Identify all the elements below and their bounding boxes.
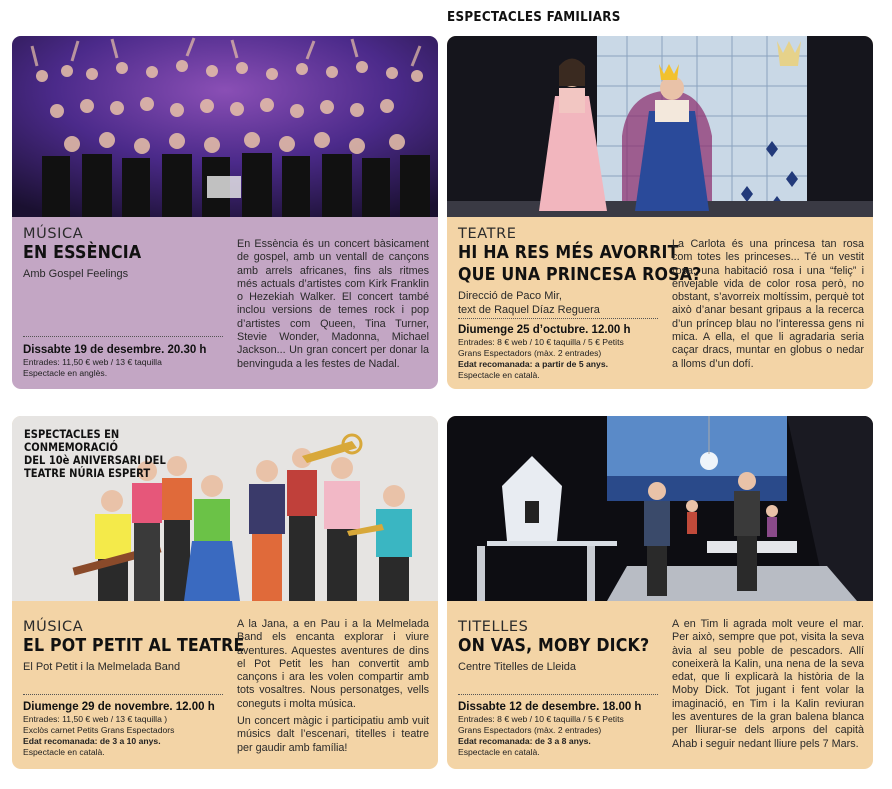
- anniversary-banner: ESPECTACLES EN CONMEMORACIÓ DEL 10è ANIVERSARI DEL TEATRE NÚRIA ESPERT: [24, 428, 166, 480]
- event-language: Espectacle en català.: [23, 747, 105, 757]
- recommended-age: Edat recomanada: de 3 a 10 anys.: [23, 736, 161, 746]
- dotted-divider: [458, 318, 658, 319]
- ticket-prices: Entrades: 8 € web / 10 € taquilla / 5 € Petits: [458, 337, 624, 347]
- event-card-moby-dick: [447, 416, 873, 769]
- event-info: [458, 318, 658, 381]
- event-date: Diumenge 29 de novembre. 12.00 h: [23, 701, 215, 713]
- event-language: Espectacle en anglès.: [23, 368, 108, 378]
- event-subtitle: Centre Titelles de Lleida: [458, 661, 577, 673]
- event-title: EL POT PETIT AL TEATRE: [23, 635, 245, 656]
- event-language: Espectacle en català.: [458, 370, 540, 380]
- ticket-prices: Entrades: 11,50 € web / 13 € taquilla: [23, 357, 162, 367]
- event-header: [23, 226, 223, 281]
- event-info: [23, 336, 223, 379]
- event-info: [458, 694, 658, 758]
- event-photo-choir: [12, 36, 438, 217]
- event-photo-puppets: [447, 416, 873, 601]
- event-description: La Carlota és una princesa tan rosa com totes les princeses... Té un vestit rosa, una habitació rosa i una “feliç” i envejable vida de color rosa però, no obstant, s’avorreix moltíssim, perquè tot això d’anar besant gripaus a la recerca d’un príncep blau no l’interessa gens ni mica. A ella, el que li agradaria seria caçar dracs, muntar en globus o nedar a lloms d’un dofí.: [672, 238, 864, 370]
- event-subtitle: El Pot Petit i la Melmelada Band: [23, 661, 181, 673]
- event-subtitle: Amb Gospel Feelings: [23, 268, 129, 280]
- event-description: A la Jana, a en Pau i a la Melmelada Band els encanta explorar i viure aventures. Aquestes aventures de dins el Pot Petit les han convertit amb cançons i ara les volen compartir amb tots vosaltres. Nous personatges, vells coneguts i molta música. Un concert màgic i participatiu amb vuit músics dalt l’escenari, titelles i teatre per gaudir amb família!: [237, 618, 429, 754]
- event-description: En Essència és un concert bàsicament de gospel, amb un ventall de cançons amb arrels africanes, fins als ritmes més actuals d’artistes com Kirk Franklin o Hezekiah Walker. El concert també inclou versions de temes rock i pop d’artistes com Queen, Tina Turner, Stevie Wonder, Madonna, Michael Jackson... Un gran concert per donar la benvinguda a les festes de Nadal.: [237, 238, 429, 370]
- event-card-pot-petit: [12, 416, 438, 769]
- dotted-divider: [458, 694, 658, 695]
- event-title: EN ESSÈNCIA: [23, 242, 142, 263]
- ticket-prices-note: Grans Espectadors (màx. 2 entrades): [458, 348, 602, 358]
- event-subtitle-line-1: Direcció de Paco Mir,: [458, 290, 562, 302]
- event-photo-princesses: [447, 36, 873, 217]
- event-date: Dissabte 19 de desembre. 20.30 h: [23, 344, 207, 356]
- event-genre: TITELLES: [458, 619, 529, 635]
- section-heading: ESPECTACLES FAMILIARS: [447, 10, 621, 25]
- event-card-en-essencia: [12, 36, 438, 389]
- event-genre: TEATRE: [458, 226, 517, 242]
- ticket-prices: Entrades: 11,50 € web / 13 € taquilla ): [23, 714, 168, 724]
- ticket-prices-note: Grans Espectadors (màx. 2 entrades): [458, 725, 602, 735]
- ticket-prices: Entrades: 8 € web / 10 € taquilla / 5 € Petits: [458, 714, 624, 724]
- recommended-age: Edat recomanada: de 3 a 8 anys.: [458, 736, 591, 746]
- event-header: [23, 619, 245, 674]
- event-genre: MÚSICA: [23, 226, 84, 242]
- recommended-age: Edat recomanada: a partir de 5 anys.: [458, 359, 608, 369]
- event-title: ON VAS, MOBY DICK?: [458, 635, 650, 656]
- event-language: Espectacle en català.: [458, 747, 540, 757]
- event-date: Diumenge 25 d’octubre. 12.00 h: [458, 324, 631, 336]
- event-header: [458, 619, 658, 674]
- event-info: [23, 694, 223, 758]
- event-title-line-2: QUE UNA PRINCESA ROSA?: [458, 264, 702, 285]
- event-subtitle-line-2: text de Raquel Díaz Reguera: [458, 304, 600, 316]
- event-card-princesa-rosa: [447, 36, 873, 389]
- event-title-line-1: HI HA RES MÉS AVORRIT: [458, 242, 679, 263]
- event-description: A en Tim li agrada molt veure el mar. Per això, sempre que pot, visita la seva àvia al seu poble de pescadors. Allí coneixerà la Kalin, una nena de la seva edat, que li explicarà la història de la Moby Dick. Tot jugant i fent volar la imaginació, en Tim i la Kalin reviuran les aventures de la gran balena blanca per lliurar-se dels arpons del capità Ahab i seguir nedant lliure pels 7 Mars.: [672, 618, 864, 750]
- dotted-divider: [23, 694, 223, 695]
- event-header: [458, 226, 702, 317]
- dotted-divider: [23, 336, 223, 337]
- event-date: Dissabte 12 de desembre. 18.00 h: [458, 701, 642, 713]
- ticket-prices-note: Exclòs carnet Petits Grans Espectadors: [23, 725, 175, 735]
- event-genre: MÚSICA: [23, 619, 84, 635]
